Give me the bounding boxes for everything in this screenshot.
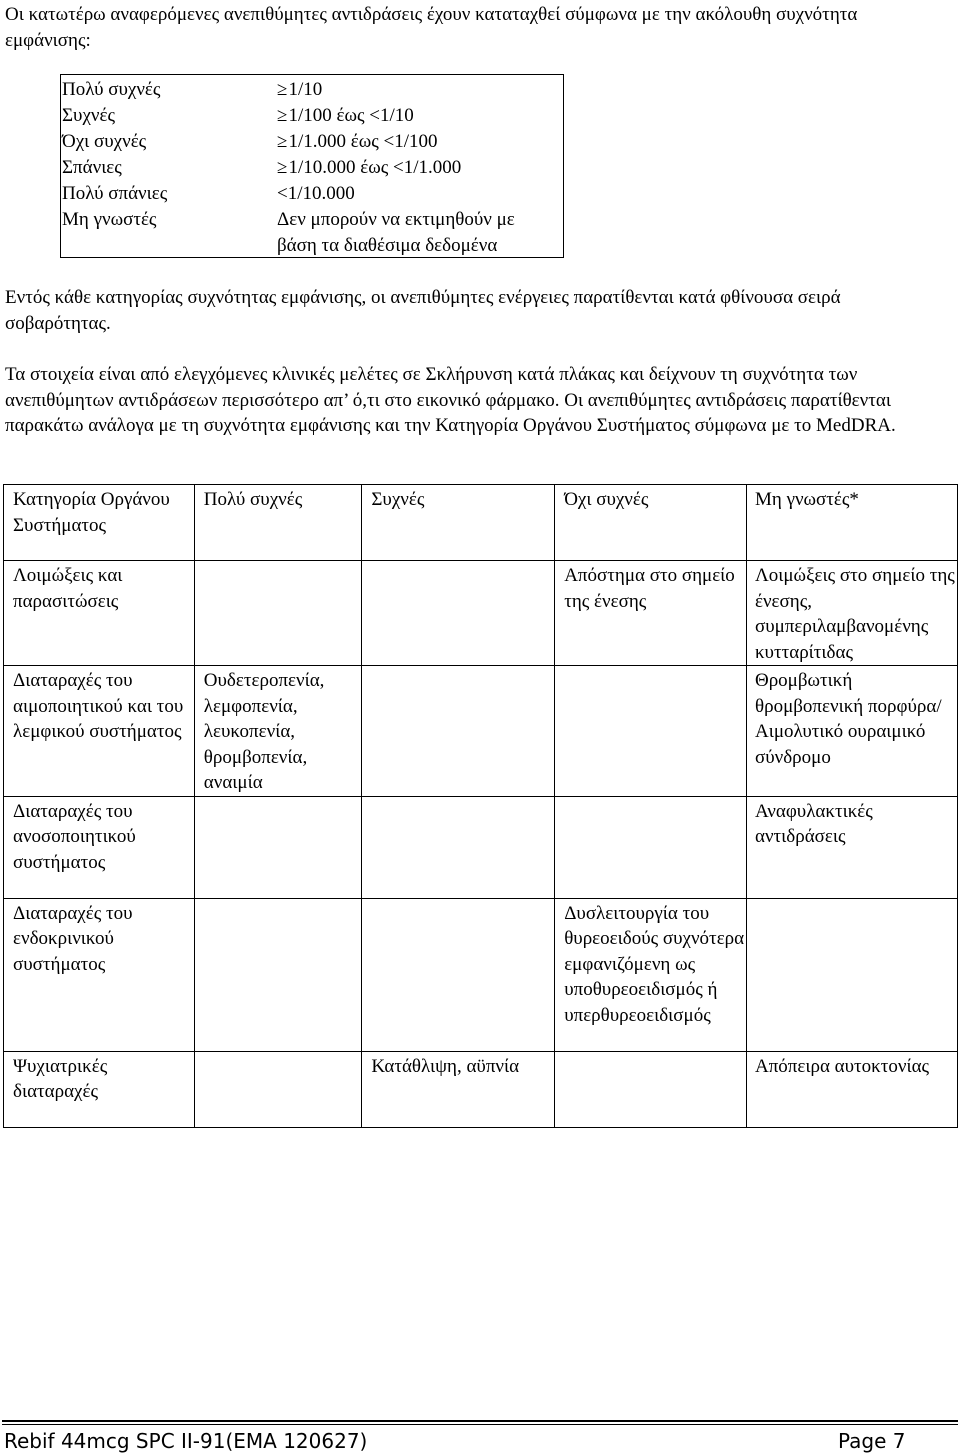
table-cell	[555, 1051, 747, 1127]
table-cell	[194, 561, 362, 666]
adverse-reactions-table	[3, 484, 958, 1128]
header-uncommon: Όχι συχνές	[555, 485, 747, 561]
header-system-organ-class: Κατηγορία Οργάνου Συστήματος	[4, 485, 195, 561]
frequency-value: ≥1/1.000 έως <1/100	[277, 129, 437, 155]
ordering-note: Εντός κάθε κατηγορίας συχνότητας εμφάνισης, οι ανεπιθύμητες ενέργειες παρατίθενται κατά φθίνουσα σειρά σοβαρότητας.	[5, 287, 841, 334]
table-row	[4, 796, 958, 898]
table-cell: Διαταραχές του ανοσοποιητικού συστήματος	[4, 796, 195, 898]
table-cell: Ουδετεροπενία, λεμφοπενία, λευκοπενία, θρομβοπενία, αναιμία	[194, 666, 362, 797]
ge-symbol: ≥	[277, 157, 288, 178]
frequency-value: ≥1/100 έως <1/10	[277, 103, 414, 129]
intro-paragraph: Οι κατωτέρω αναφερόμενες ανεπιθύμητες αντιδράσεις έχουν καταταχθεί σύμφωνα με την ακόλουθη συχνότητα εμφάνισης:	[5, 4, 858, 51]
ge-symbol: ≥	[277, 105, 288, 126]
table-cell: Δυσλειτουργία του θυρεοειδούς συχνότερα εμφανιζόμενη ως υποθυρεοειδισμός ή υπερθυρεοειδισμός	[555, 898, 747, 1051]
frequency-convention-box	[60, 74, 564, 258]
table-cell: Ψυχιατρικές διαταραχές	[4, 1051, 195, 1127]
table-cell	[194, 898, 362, 1051]
table-row	[4, 666, 958, 797]
table-row	[4, 561, 958, 666]
table-cell: Αναφυλακτικές αντιδράσεις	[746, 796, 957, 898]
table-cell	[555, 796, 747, 898]
ge-symbol: ≥	[277, 79, 288, 100]
table-cell	[194, 796, 362, 898]
table-cell: Απόπειρα αυτοκτονίας	[746, 1051, 957, 1127]
table-cell	[746, 898, 957, 1051]
table-cell: Διαταραχές του ενδοκρινικού συστήματος	[4, 898, 195, 1051]
table-header-row	[4, 485, 958, 561]
frequency-value: Δεν μπορούν να εκτιμηθούν με βάση τα διαθέσιμα δεδομένα	[277, 209, 515, 256]
footer-page-number: Page 7	[838, 1429, 906, 1453]
ge-symbol: ≥	[277, 131, 288, 152]
frequency-category: Σπάνιες	[62, 157, 122, 178]
footer-document-id: Rebif 44mcg SPC II-91(EMA 120627)	[4, 1429, 368, 1453]
table-cell	[362, 898, 555, 1051]
table-cell	[555, 666, 747, 797]
header-not-known: Μη γνωστές*	[746, 485, 957, 561]
data-source-note: Τα στοιχεία είναι από ελεγχόμενες κλινικές μελέτες σε Σκλήρυνση κατά πλάκας και δείχνουν τη συχνότητα των ανεπιθύμητων αντιδράσεων περισσότερο απ’ ό,τι στο εικονικό φάρμακο. Οι ανεπιθύμητες αντιδράσεις παρατίθενται παρακάτω ανάλογα με τη συχνότητα εμφάνισης και την Κατηγορία Οργάνου Συστήματος σύμφωνα με το MedDRA.	[5, 364, 896, 436]
table-cell: Απόστημα στο σημείο της ένεσης	[555, 561, 747, 666]
frequency-category: Όχι συχνές	[62, 131, 147, 152]
footer-divider	[2, 1424, 958, 1425]
frequency-category: Συχνές	[62, 105, 115, 126]
table-cell: Λοιμώξεις και παρασιτώσεις	[4, 561, 195, 666]
table-cell: Διαταραχές του αιμοποιητικού και του λεμφικού συστήματος	[4, 666, 195, 797]
table-cell	[194, 1051, 362, 1127]
frequency-category: Πολύ σπάνιες	[62, 183, 168, 204]
footer-divider	[2, 1420, 958, 1422]
table-cell	[362, 561, 555, 666]
table-cell: Λοιμώξεις στο σημείο της ένεσης, συμπεριλαμβανομένης κυτταρίτιδας	[746, 561, 957, 666]
table-row	[4, 898, 958, 1051]
table-row	[4, 1051, 958, 1127]
table-cell: Κατάθλιψη, αϋπνία	[362, 1051, 555, 1127]
frequency-value: ≥1/10	[277, 77, 322, 103]
table-cell	[362, 796, 555, 898]
table-cell	[362, 666, 555, 797]
header-common: Συχνές	[362, 485, 555, 561]
frequency-value: <1/10.000	[277, 183, 355, 204]
frequency-category: Μη γνωστές	[62, 209, 157, 230]
frequency-category: Πολύ συχνές	[62, 79, 161, 100]
frequency-value: ≥1/10.000 έως <1/1.000	[277, 155, 461, 181]
header-very-common: Πολύ συχνές	[194, 485, 362, 561]
table-cell: Θρομβωτική θρομβοπενική πορφύρα/Αιμολυτικό ουραιμικό σύνδρομο	[746, 666, 957, 797]
